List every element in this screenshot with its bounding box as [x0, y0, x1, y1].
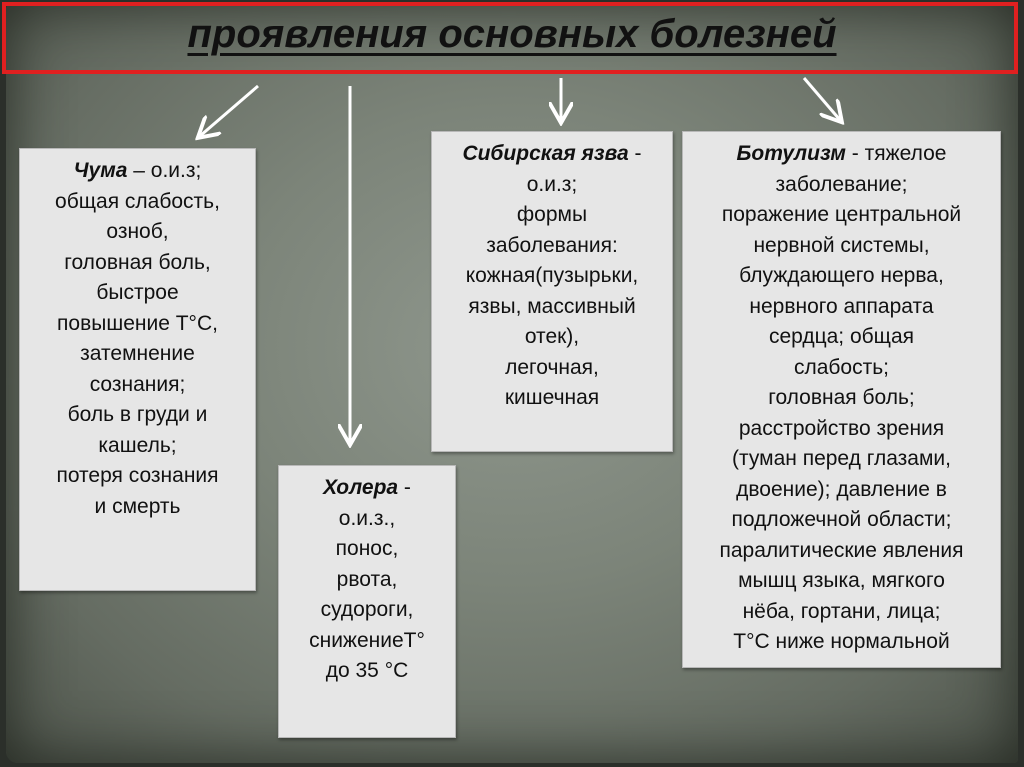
anthrax-line: формы — [516, 203, 588, 226]
plague-line: быстрое — [96, 281, 179, 304]
botulism-line: подложечной области; — [731, 508, 952, 531]
plague-line: озноб, — [106, 220, 169, 243]
plague-line: общая слабость, — [55, 189, 220, 213]
plague-sep: – — [127, 159, 151, 182]
botulism-line: двоение); давление в — [736, 477, 947, 501]
plague-line: повышение Т°С, — [57, 311, 218, 335]
cholera-line: судороги, — [320, 598, 414, 621]
botulism-line: мышц языка, мягкого — [738, 569, 945, 592]
page-title: проявления основных болезней — [187, 12, 837, 56]
cholera-sep: - — [398, 476, 411, 499]
botulism-line: заболевание; — [775, 172, 908, 196]
botulism-line: слабость; — [793, 355, 890, 379]
arrow-to-botulism — [804, 78, 840, 120]
anthrax-sep: - — [628, 142, 642, 165]
botulism-line: нервной системы, — [753, 233, 930, 257]
anthrax-box — [431, 131, 673, 452]
botulism-line: расстройство зрения — [738, 416, 945, 440]
cholera-line: снижениеТ° — [309, 628, 425, 652]
cholera-name: Холера — [323, 476, 399, 499]
plague-line: головная боль, — [64, 250, 211, 274]
plague-line: и смерть — [94, 494, 181, 518]
cholera-line: рвота, — [336, 567, 398, 591]
anthrax-line: о.и.з; — [526, 172, 578, 196]
botulism-line: сердца; общая — [768, 325, 915, 348]
cholera-line: о.и.з., — [338, 506, 396, 530]
botulism-line: (туман перед глазами, — [732, 447, 951, 470]
botulism-box — [682, 131, 1001, 668]
botulism-line: нёба, гортани, лица; — [742, 599, 941, 623]
anthrax-line: заболевания: — [486, 233, 618, 257]
botulism-line: Т°С ниже нормальной — [733, 630, 950, 653]
plague-line: сознания; — [89, 372, 186, 396]
anthrax-line: кожная(пузырьки, — [465, 264, 639, 287]
plague-line: затемнение — [80, 342, 195, 365]
botulism-line: паралитические явления — [719, 538, 964, 562]
botulism-line: поражение центральной — [721, 203, 962, 226]
plague-line: кашель; — [98, 433, 177, 457]
anthrax-line: язвы, массивный — [468, 294, 636, 318]
plague-box — [19, 148, 256, 591]
anthrax-line: кишечная — [504, 386, 600, 409]
anthrax-line: легочная, — [505, 355, 599, 379]
cholera-line: до 35 °С — [325, 659, 409, 682]
plague-line: боль в груди и — [67, 403, 208, 426]
plague-line: о.и.з; — [150, 159, 202, 182]
arrow-to-plague — [200, 86, 258, 136]
botulism-line: нервного аппарата — [749, 294, 934, 318]
botulism-line: головная боль; — [768, 386, 915, 409]
botulism-line: блуждающего нерва, — [739, 264, 944, 287]
anthrax-line: отек), — [524, 325, 580, 348]
plague-name: Чума — [73, 159, 128, 182]
anthrax-name: Сибирская язва — [462, 142, 629, 165]
plague-line: потеря сознания — [56, 464, 219, 487]
botulism-name: Ботулизм — [736, 142, 846, 165]
botulism-sep: - тяжелое — [845, 142, 947, 165]
cholera-box — [278, 465, 456, 738]
cholera-line: понос, — [335, 537, 399, 560]
